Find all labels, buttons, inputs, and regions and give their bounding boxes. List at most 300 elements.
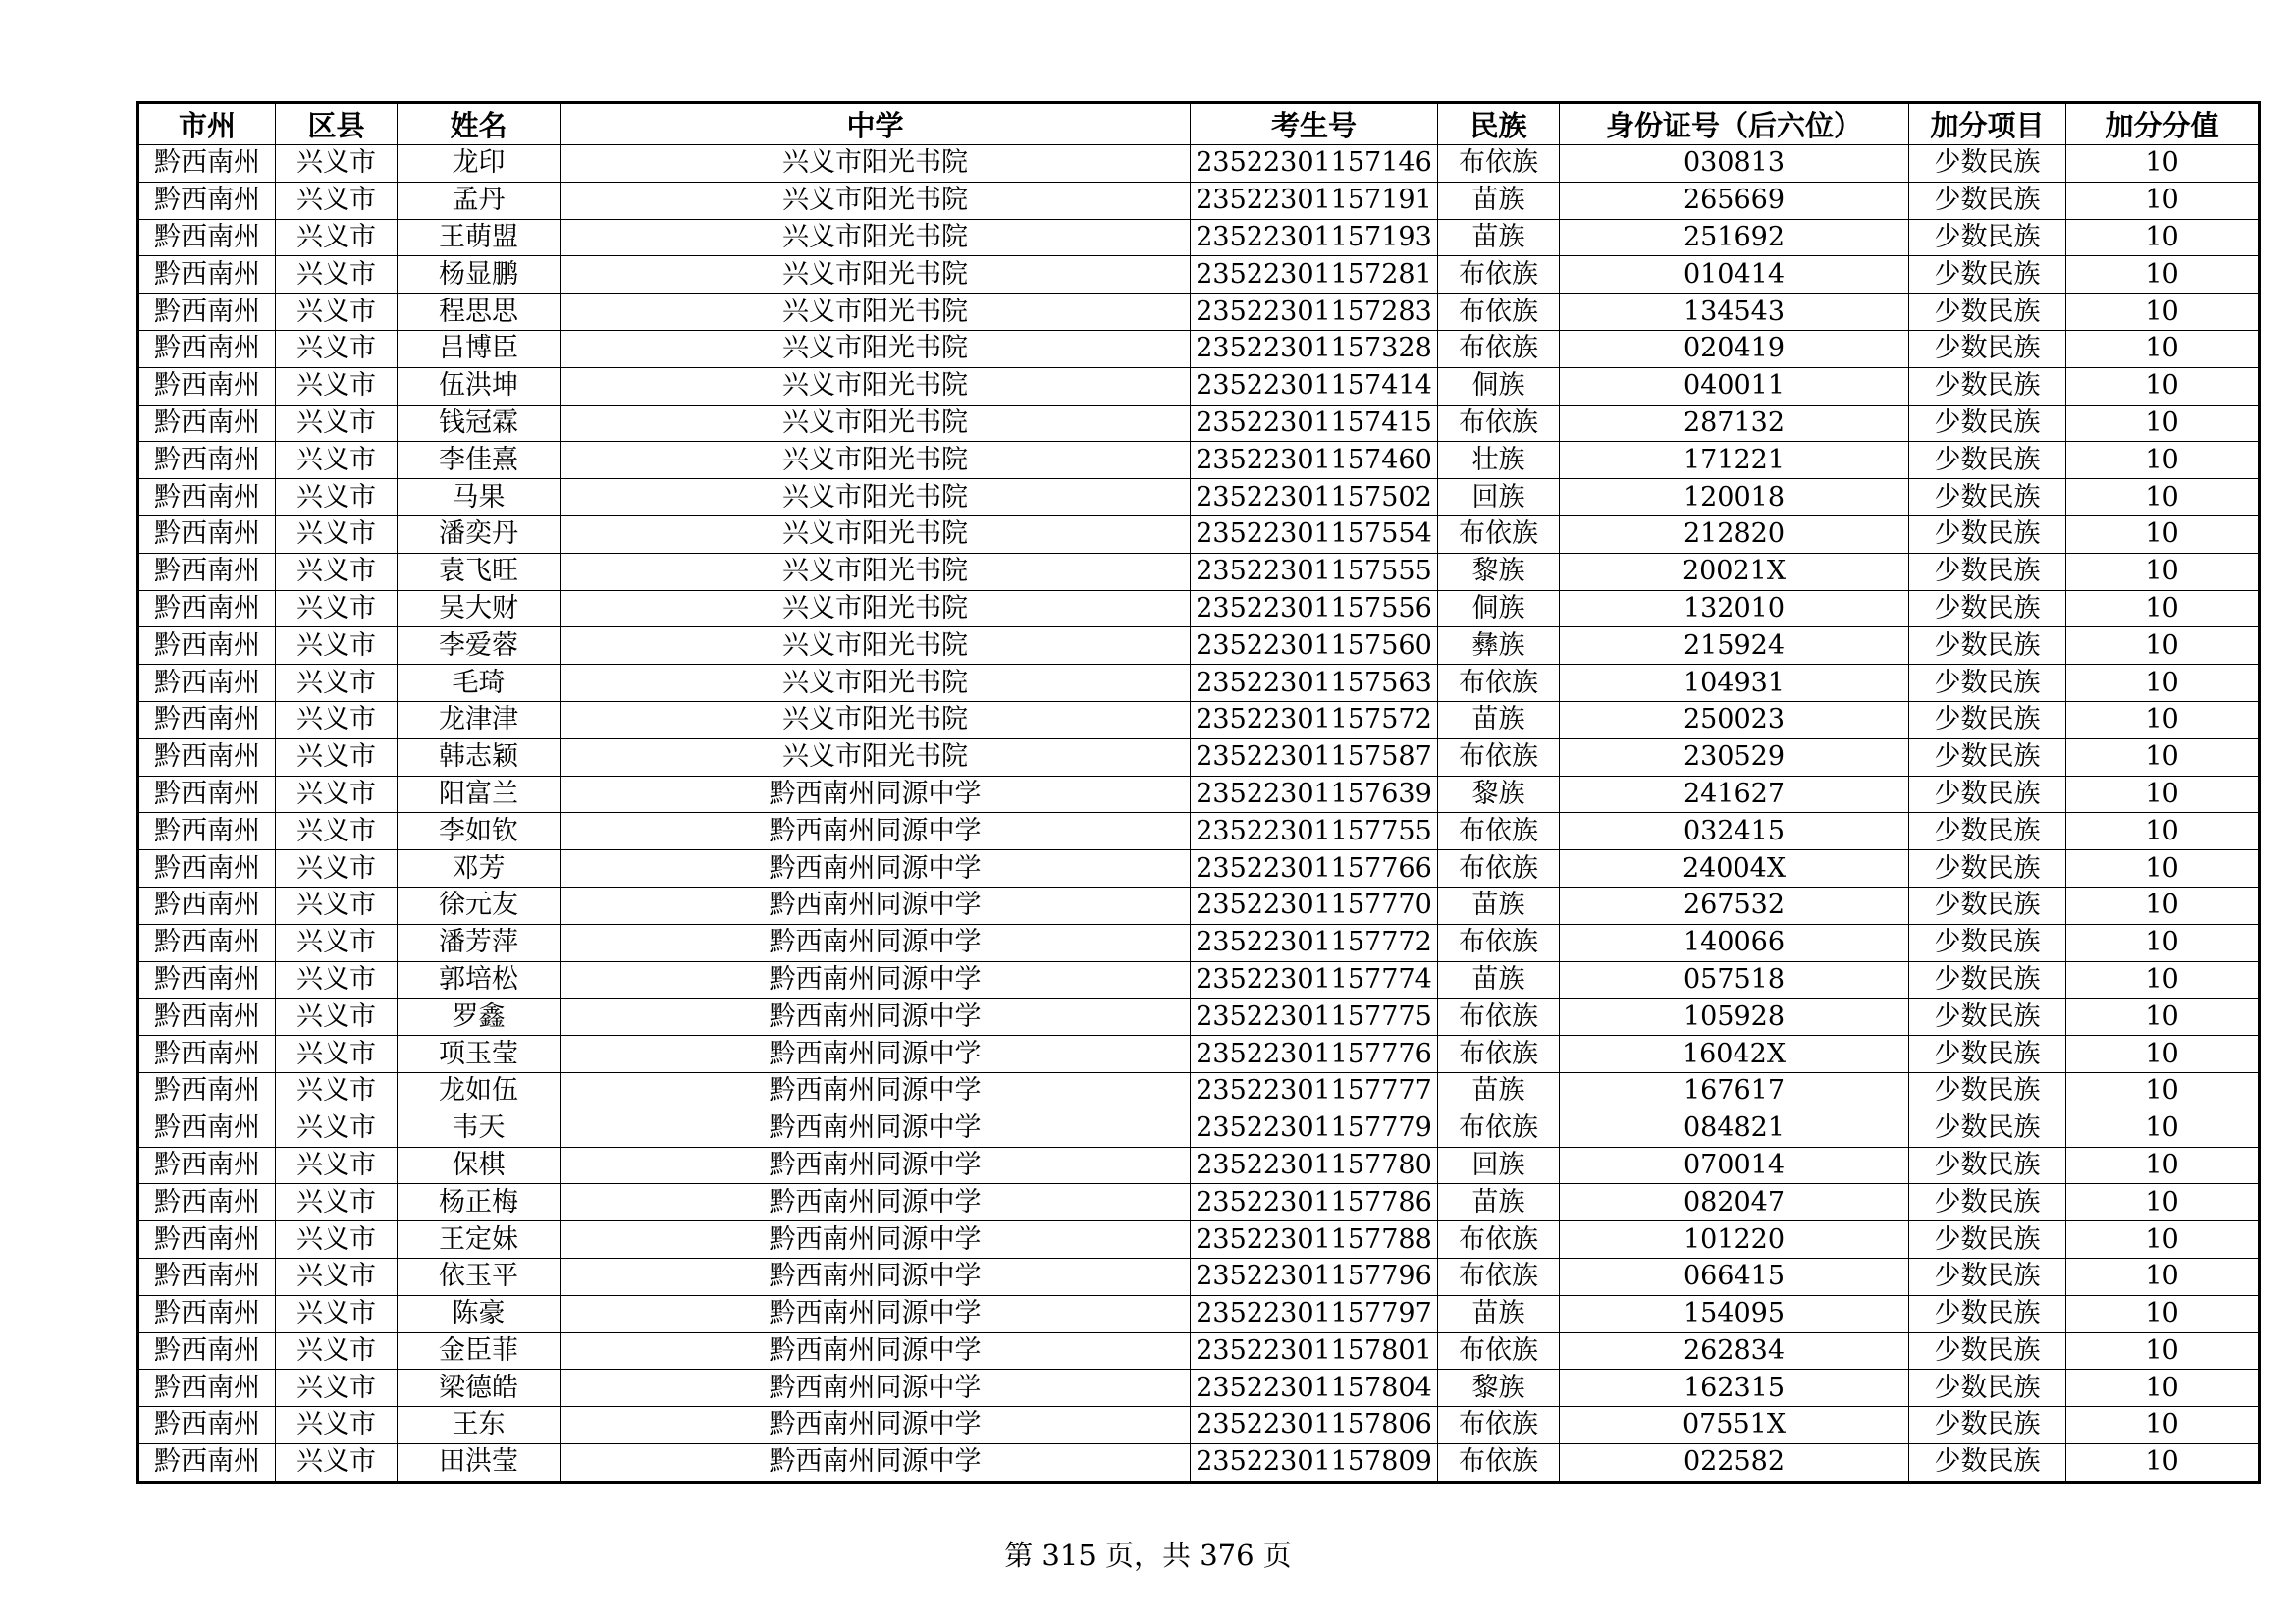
cell-school: 兴义市阳光书院 — [561, 553, 1191, 590]
cell-bonus-item: 少数民族 — [1909, 1221, 2066, 1259]
cell-county: 兴义市 — [276, 1147, 398, 1184]
cell-name: 陈豪 — [398, 1295, 561, 1332]
table-row — [138, 1258, 2260, 1295]
cell-bonus-item: 少数民族 — [1909, 330, 2066, 367]
cell-school: 兴义市阳光书院 — [561, 219, 1191, 256]
cell-id-suffix: 104931 — [1560, 665, 1909, 702]
cell-name: 杨显鹏 — [398, 256, 561, 294]
cell-county: 兴义市 — [276, 1221, 398, 1259]
cell-city: 黔西南州 — [138, 1407, 276, 1444]
cell-name: 袁飞旺 — [398, 553, 561, 590]
cell-bonus-value: 10 — [2066, 1221, 2260, 1259]
cell-county: 兴义市 — [276, 256, 398, 294]
cell-city: 黔西南州 — [138, 665, 276, 702]
cell-school: 兴义市阳光书院 — [561, 515, 1191, 553]
cell-ethnicity: 布依族 — [1438, 256, 1560, 294]
table-row — [138, 1443, 2260, 1482]
cell-county: 兴义市 — [276, 627, 398, 665]
cell-bonus-value: 10 — [2066, 1407, 2260, 1444]
cell-bonus-value: 10 — [2066, 330, 2260, 367]
cell-city: 黔西南州 — [138, 479, 276, 516]
table-row — [138, 330, 2260, 367]
cell-school: 兴义市阳光书院 — [561, 738, 1191, 776]
cell-bonus-item: 少数民族 — [1909, 1332, 2066, 1370]
cell-school: 兴义市阳光书院 — [561, 442, 1191, 479]
cell-bonus-value: 10 — [2066, 1184, 2260, 1221]
cell-name: 徐元友 — [398, 887, 561, 924]
table-row — [138, 219, 2260, 256]
cell-bonus-item: 少数民族 — [1909, 701, 2066, 738]
cell-school: 黔西南州同源中学 — [561, 1147, 1191, 1184]
table-row — [138, 405, 2260, 442]
cell-school: 兴义市阳光书院 — [561, 701, 1191, 738]
cell-name: 王定妹 — [398, 1221, 561, 1259]
cell-name: 毛琦 — [398, 665, 561, 702]
cell-school: 兴义市阳光书院 — [561, 367, 1191, 405]
cell-id-suffix: 230529 — [1560, 738, 1909, 776]
cell-exam-number: 23522301157755 — [1191, 813, 1438, 850]
table-row — [138, 256, 2260, 294]
table-row — [138, 665, 2260, 702]
cell-bonus-value: 10 — [2066, 1443, 2260, 1482]
cell-bonus-value: 10 — [2066, 738, 2260, 776]
cell-bonus-item: 少数民族 — [1909, 1072, 2066, 1110]
cell-bonus-item: 少数民族 — [1909, 479, 2066, 516]
cell-id-suffix: 084821 — [1560, 1110, 1909, 1147]
cell-school: 黔西南州同源中学 — [561, 1221, 1191, 1259]
cell-school: 兴义市阳光书院 — [561, 330, 1191, 367]
cell-school: 黔西南州同源中学 — [561, 1258, 1191, 1295]
cell-ethnicity: 布依族 — [1438, 850, 1560, 888]
cell-bonus-value: 10 — [2066, 1036, 2260, 1073]
cell-exam-number: 23522301157414 — [1191, 367, 1438, 405]
cell-county: 兴义市 — [276, 1072, 398, 1110]
cell-bonus-value: 10 — [2066, 182, 2260, 219]
cell-bonus-value: 10 — [2066, 1258, 2260, 1295]
cell-bonus-value: 10 — [2066, 553, 2260, 590]
cell-bonus-value: 10 — [2066, 1295, 2260, 1332]
cell-bonus-value: 10 — [2066, 442, 2260, 479]
table-row — [138, 738, 2260, 776]
cell-county: 兴义市 — [276, 738, 398, 776]
cell-city: 黔西南州 — [138, 256, 276, 294]
cell-exam-number: 23522301157777 — [1191, 1072, 1438, 1110]
cell-id-suffix: 171221 — [1560, 442, 1909, 479]
cell-city: 黔西南州 — [138, 1258, 276, 1295]
cell-county: 兴义市 — [276, 145, 398, 183]
cell-city: 黔西南州 — [138, 367, 276, 405]
cell-county: 兴义市 — [276, 887, 398, 924]
cell-bonus-item: 少数民族 — [1909, 219, 2066, 256]
table-header-row — [138, 103, 2260, 145]
table-row — [138, 776, 2260, 813]
cell-exam-number: 23522301157587 — [1191, 738, 1438, 776]
cell-school: 黔西南州同源中学 — [561, 1443, 1191, 1482]
cell-bonus-value: 10 — [2066, 145, 2260, 183]
cell-school: 兴义市阳光书院 — [561, 405, 1191, 442]
cell-bonus-item: 少数民族 — [1909, 1147, 2066, 1184]
cell-bonus-item: 少数民族 — [1909, 442, 2066, 479]
cell-bonus-item: 少数民族 — [1909, 145, 2066, 183]
cell-bonus-value: 10 — [2066, 1110, 2260, 1147]
cell-bonus-value: 10 — [2066, 1370, 2260, 1407]
cell-id-suffix: 251692 — [1560, 219, 1909, 256]
cell-ethnicity: 苗族 — [1438, 1072, 1560, 1110]
cell-bonus-item: 少数民族 — [1909, 738, 2066, 776]
cell-school: 兴义市阳光书院 — [561, 256, 1191, 294]
bonus-points-table — [136, 101, 2261, 1484]
cell-ethnicity: 苗族 — [1438, 961, 1560, 999]
cell-name: 程思思 — [398, 294, 561, 331]
cell-bonus-value: 10 — [2066, 701, 2260, 738]
cell-ethnicity: 黎族 — [1438, 553, 1560, 590]
cell-name: 田洪莹 — [398, 1443, 561, 1482]
cell-name: 王东 — [398, 1407, 561, 1444]
table-row — [138, 1295, 2260, 1332]
cell-bonus-item: 少数民族 — [1909, 924, 2066, 961]
cell-bonus-item: 少数民族 — [1909, 999, 2066, 1036]
column-header-bonus-item: 加分项目 — [1909, 103, 2066, 145]
table-body — [138, 145, 2260, 1483]
cell-city: 黔西南州 — [138, 1110, 276, 1147]
table-row — [138, 1110, 2260, 1147]
cell-county: 兴义市 — [276, 515, 398, 553]
cell-name: 龙津津 — [398, 701, 561, 738]
cell-bonus-item: 少数民族 — [1909, 1407, 2066, 1444]
table-row — [138, 1332, 2260, 1370]
cell-bonus-item: 少数民族 — [1909, 515, 2066, 553]
cell-id-suffix: 287132 — [1560, 405, 1909, 442]
cell-city: 黔西南州 — [138, 553, 276, 590]
cell-id-suffix: 010414 — [1560, 256, 1909, 294]
cell-ethnicity: 布依族 — [1438, 1110, 1560, 1147]
cell-name: 龙印 — [398, 145, 561, 183]
cell-bonus-item: 少数民族 — [1909, 1184, 2066, 1221]
cell-exam-number: 23522301157639 — [1191, 776, 1438, 813]
cell-ethnicity: 苗族 — [1438, 701, 1560, 738]
table-row — [138, 887, 2260, 924]
cell-city: 黔西南州 — [138, 330, 276, 367]
cell-ethnicity: 布依族 — [1438, 1443, 1560, 1482]
cell-city: 黔西南州 — [138, 515, 276, 553]
cell-county: 兴义市 — [276, 665, 398, 702]
cell-ethnicity: 苗族 — [1438, 1184, 1560, 1221]
cell-ethnicity: 苗族 — [1438, 887, 1560, 924]
table-row — [138, 961, 2260, 999]
cell-county: 兴义市 — [276, 1258, 398, 1295]
cell-bonus-item: 少数民族 — [1909, 1295, 2066, 1332]
cell-city: 黔西南州 — [138, 1147, 276, 1184]
cell-exam-number: 23522301157563 — [1191, 665, 1438, 702]
cell-bonus-value: 10 — [2066, 219, 2260, 256]
cell-exam-number: 23522301157776 — [1191, 1036, 1438, 1073]
cell-city: 黔西南州 — [138, 405, 276, 442]
cell-name: 吴大财 — [398, 590, 561, 627]
cell-ethnicity: 布依族 — [1438, 1036, 1560, 1073]
cell-city: 黔西南州 — [138, 1332, 276, 1370]
table-row — [138, 701, 2260, 738]
cell-county: 兴义市 — [276, 961, 398, 999]
cell-exam-number: 23522301157796 — [1191, 1258, 1438, 1295]
cell-county: 兴义市 — [276, 405, 398, 442]
cell-bonus-value: 10 — [2066, 479, 2260, 516]
cell-bonus-item: 少数民族 — [1909, 776, 2066, 813]
cell-id-suffix: 030813 — [1560, 145, 1909, 183]
cell-school: 黔西南州同源中学 — [561, 924, 1191, 961]
cell-bonus-value: 10 — [2066, 961, 2260, 999]
cell-bonus-value: 10 — [2066, 999, 2260, 1036]
cell-name: 钱冠霖 — [398, 405, 561, 442]
cell-school: 黔西南州同源中学 — [561, 1407, 1191, 1444]
cell-city: 黔西南州 — [138, 1221, 276, 1259]
cell-city: 黔西南州 — [138, 1036, 276, 1073]
cell-ethnicity: 布依族 — [1438, 999, 1560, 1036]
table-row — [138, 924, 2260, 961]
cell-city: 黔西南州 — [138, 219, 276, 256]
cell-bonus-value: 10 — [2066, 256, 2260, 294]
cell-exam-number: 23522301157328 — [1191, 330, 1438, 367]
cell-id-suffix: 022582 — [1560, 1443, 1909, 1482]
cell-ethnicity: 壮族 — [1438, 442, 1560, 479]
cell-id-suffix: 07551X — [1560, 1407, 1909, 1444]
cell-name: 潘芳萍 — [398, 924, 561, 961]
cell-city: 黔西南州 — [138, 776, 276, 813]
column-header-ethnicity: 民族 — [1438, 103, 1560, 145]
cell-name: 王萌盟 — [398, 219, 561, 256]
cell-ethnicity: 布依族 — [1438, 738, 1560, 776]
cell-city: 黔西南州 — [138, 294, 276, 331]
cell-bonus-value: 10 — [2066, 367, 2260, 405]
cell-exam-number: 23522301157146 — [1191, 145, 1438, 183]
column-header-city: 市州 — [138, 103, 276, 145]
table-row — [138, 553, 2260, 590]
cell-city: 黔西南州 — [138, 850, 276, 888]
table-row — [138, 294, 2260, 331]
cell-ethnicity: 侗族 — [1438, 367, 1560, 405]
cell-id-suffix: 265669 — [1560, 182, 1909, 219]
cell-id-suffix: 140066 — [1560, 924, 1909, 961]
table-row — [138, 813, 2260, 850]
cell-ethnicity: 彝族 — [1438, 627, 1560, 665]
cell-id-suffix: 082047 — [1560, 1184, 1909, 1221]
table-row — [138, 1184, 2260, 1221]
cell-school: 兴义市阳光书院 — [561, 145, 1191, 183]
cell-name: 孟丹 — [398, 182, 561, 219]
cell-id-suffix: 057518 — [1560, 961, 1909, 999]
table-row — [138, 999, 2260, 1036]
cell-city: 黔西南州 — [138, 1370, 276, 1407]
cell-county: 兴义市 — [276, 479, 398, 516]
cell-name: 保棋 — [398, 1147, 561, 1184]
cell-exam-number: 23522301157772 — [1191, 924, 1438, 961]
cell-bonus-item: 少数民族 — [1909, 961, 2066, 999]
cell-bonus-item: 少数民族 — [1909, 1258, 2066, 1295]
cell-name: 吕博臣 — [398, 330, 561, 367]
cell-name: 依玉平 — [398, 1258, 561, 1295]
cell-bonus-item: 少数民族 — [1909, 813, 2066, 850]
cell-exam-number: 23522301157281 — [1191, 256, 1438, 294]
cell-county: 兴义市 — [276, 1332, 398, 1370]
cell-ethnicity: 黎族 — [1438, 776, 1560, 813]
cell-bonus-value: 10 — [2066, 627, 2260, 665]
cell-county: 兴义市 — [276, 850, 398, 888]
table-row — [138, 1036, 2260, 1073]
cell-city: 黔西南州 — [138, 1184, 276, 1221]
cell-name: 潘奕丹 — [398, 515, 561, 553]
cell-bonus-value: 10 — [2066, 813, 2260, 850]
cell-exam-number: 23522301157283 — [1191, 294, 1438, 331]
cell-name: 项玉莹 — [398, 1036, 561, 1073]
cell-id-suffix: 066415 — [1560, 1258, 1909, 1295]
cell-exam-number: 23522301157556 — [1191, 590, 1438, 627]
cell-bonus-item: 少数民族 — [1909, 405, 2066, 442]
cell-exam-number: 23522301157572 — [1191, 701, 1438, 738]
table-row — [138, 367, 2260, 405]
cell-ethnicity: 布依族 — [1438, 405, 1560, 442]
cell-id-suffix: 20021X — [1560, 553, 1909, 590]
table-row — [138, 479, 2260, 516]
table-row — [138, 1147, 2260, 1184]
cell-ethnicity: 布依族 — [1438, 665, 1560, 702]
cell-bonus-item: 少数民族 — [1909, 294, 2066, 331]
cell-bonus-item: 少数民族 — [1909, 590, 2066, 627]
cell-bonus-value: 10 — [2066, 405, 2260, 442]
cell-county: 兴义市 — [276, 442, 398, 479]
cell-school: 兴义市阳光书院 — [561, 294, 1191, 331]
cell-ethnicity: 布依族 — [1438, 294, 1560, 331]
cell-id-suffix: 16042X — [1560, 1036, 1909, 1073]
cell-exam-number: 23522301157774 — [1191, 961, 1438, 999]
cell-county: 兴义市 — [276, 1036, 398, 1073]
cell-ethnicity: 布依族 — [1438, 330, 1560, 367]
cell-bonus-value: 10 — [2066, 1332, 2260, 1370]
cell-school: 黔西南州同源中学 — [561, 999, 1191, 1036]
table-row — [138, 1221, 2260, 1259]
cell-county: 兴义市 — [276, 1184, 398, 1221]
table-row — [138, 1407, 2260, 1444]
cell-ethnicity: 苗族 — [1438, 1295, 1560, 1332]
cell-id-suffix: 167617 — [1560, 1072, 1909, 1110]
cell-county: 兴义市 — [276, 924, 398, 961]
cell-exam-number: 23522301157806 — [1191, 1407, 1438, 1444]
page-number-footer: 第 315 页，共 376 页 — [1004, 1539, 1292, 1572]
cell-bonus-item: 少数民族 — [1909, 1443, 2066, 1482]
cell-name: 邓芳 — [398, 850, 561, 888]
cell-bonus-value: 10 — [2066, 294, 2260, 331]
cell-bonus-item: 少数民族 — [1909, 367, 2066, 405]
cell-school: 黔西南州同源中学 — [561, 1072, 1191, 1110]
cell-city: 黔西南州 — [138, 442, 276, 479]
cell-name: 伍洪坤 — [398, 367, 561, 405]
cell-id-suffix: 134543 — [1560, 294, 1909, 331]
cell-exam-number: 23522301157780 — [1191, 1147, 1438, 1184]
cell-name: 李佳熹 — [398, 442, 561, 479]
cell-county: 兴义市 — [276, 1407, 398, 1444]
cell-county: 兴义市 — [276, 1370, 398, 1407]
cell-ethnicity: 布依族 — [1438, 1221, 1560, 1259]
cell-bonus-item: 少数民族 — [1909, 665, 2066, 702]
cell-school: 兴义市阳光书院 — [561, 590, 1191, 627]
table-row — [138, 850, 2260, 888]
cell-ethnicity: 布依族 — [1438, 1407, 1560, 1444]
cell-exam-number: 23522301157193 — [1191, 219, 1438, 256]
cell-city: 黔西南州 — [138, 1443, 276, 1482]
cell-id-suffix: 032415 — [1560, 813, 1909, 850]
cell-id-suffix: 212820 — [1560, 515, 1909, 553]
cell-exam-number: 23522301157555 — [1191, 553, 1438, 590]
cell-name: 金臣菲 — [398, 1332, 561, 1370]
cell-county: 兴义市 — [276, 813, 398, 850]
cell-name: 梁德皓 — [398, 1370, 561, 1407]
cell-name: 罗鑫 — [398, 999, 561, 1036]
cell-bonus-value: 10 — [2066, 776, 2260, 813]
cell-exam-number: 23522301157788 — [1191, 1221, 1438, 1259]
cell-city: 黔西南州 — [138, 999, 276, 1036]
cell-name: 李如钦 — [398, 813, 561, 850]
table-row — [138, 627, 2260, 665]
cell-bonus-value: 10 — [2066, 887, 2260, 924]
cell-county: 兴义市 — [276, 701, 398, 738]
cell-bonus-value: 10 — [2066, 1072, 2260, 1110]
cell-exam-number: 23522301157560 — [1191, 627, 1438, 665]
cell-exam-number: 23522301157809 — [1191, 1443, 1438, 1482]
cell-city: 黔西南州 — [138, 590, 276, 627]
cell-id-suffix: 262834 — [1560, 1332, 1909, 1370]
cell-exam-number: 23522301157415 — [1191, 405, 1438, 442]
column-header-id-suffix: 身份证号（后六位） — [1560, 103, 1909, 145]
cell-id-suffix: 070014 — [1560, 1147, 1909, 1184]
cell-exam-number: 23522301157770 — [1191, 887, 1438, 924]
cell-exam-number: 23522301157786 — [1191, 1184, 1438, 1221]
cell-bonus-value: 10 — [2066, 590, 2260, 627]
cell-id-suffix: 267532 — [1560, 887, 1909, 924]
cell-name: 龙如伍 — [398, 1072, 561, 1110]
cell-school: 黔西南州同源中学 — [561, 1036, 1191, 1073]
cell-id-suffix: 105928 — [1560, 999, 1909, 1036]
cell-city: 黔西南州 — [138, 1072, 276, 1110]
cell-county: 兴义市 — [276, 590, 398, 627]
cell-ethnicity: 苗族 — [1438, 182, 1560, 219]
cell-ethnicity: 苗族 — [1438, 219, 1560, 256]
cell-name: 李爱蓉 — [398, 627, 561, 665]
cell-bonus-item: 少数民族 — [1909, 1370, 2066, 1407]
table-row — [138, 442, 2260, 479]
cell-bonus-item: 少数民族 — [1909, 1110, 2066, 1147]
cell-city: 黔西南州 — [138, 1295, 276, 1332]
cell-exam-number: 23522301157191 — [1191, 182, 1438, 219]
cell-ethnicity: 布依族 — [1438, 1332, 1560, 1370]
cell-bonus-item: 少数民族 — [1909, 627, 2066, 665]
cell-exam-number: 23522301157779 — [1191, 1110, 1438, 1147]
cell-bonus-item: 少数民族 — [1909, 256, 2066, 294]
cell-city: 黔西南州 — [138, 145, 276, 183]
cell-ethnicity: 侗族 — [1438, 590, 1560, 627]
table-row — [138, 145, 2260, 183]
cell-id-suffix: 241627 — [1560, 776, 1909, 813]
cell-county: 兴义市 — [276, 219, 398, 256]
cell-name: 马果 — [398, 479, 561, 516]
cell-ethnicity: 布依族 — [1438, 145, 1560, 183]
cell-bonus-value: 10 — [2066, 515, 2260, 553]
cell-city: 黔西南州 — [138, 887, 276, 924]
cell-city: 黔西南州 — [138, 813, 276, 850]
cell-city: 黔西南州 — [138, 627, 276, 665]
column-header-exam-number: 考生号 — [1191, 103, 1438, 145]
cell-bonus-value: 10 — [2066, 665, 2260, 702]
cell-bonus-item: 少数民族 — [1909, 182, 2066, 219]
cell-exam-number: 23522301157797 — [1191, 1295, 1438, 1332]
cell-county: 兴义市 — [276, 553, 398, 590]
